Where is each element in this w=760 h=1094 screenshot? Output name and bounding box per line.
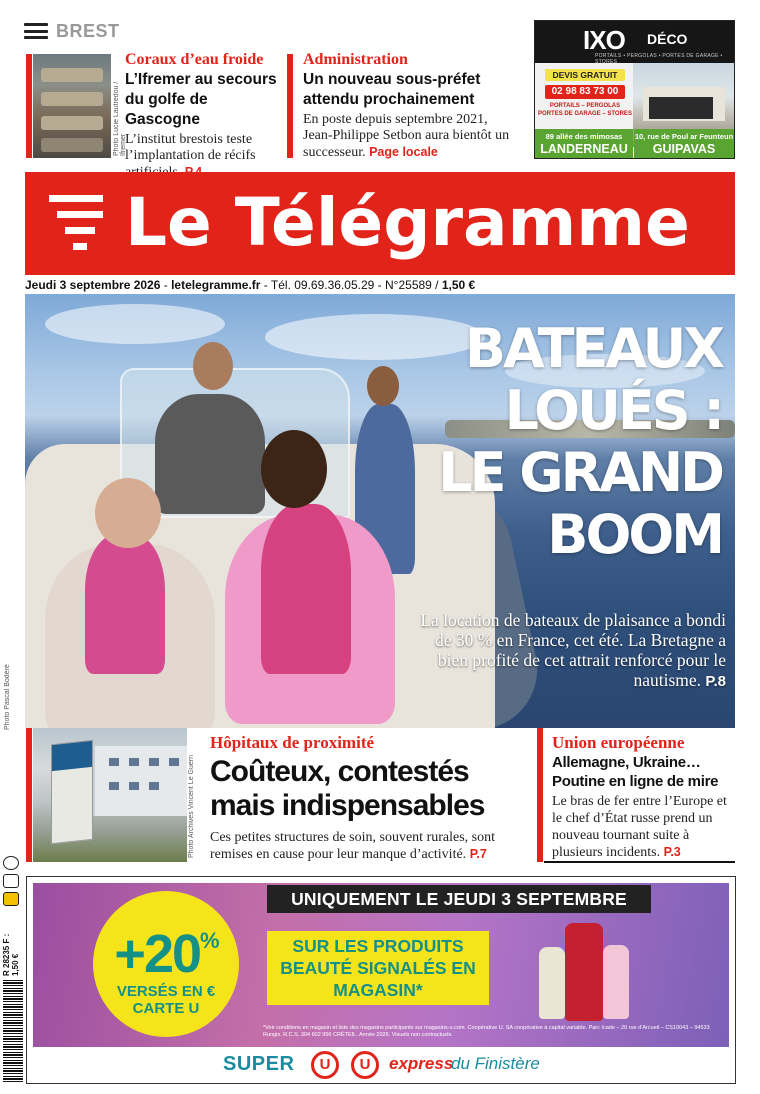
- teaser-2-body: En poste depuis septembre 2021, Jean-Philippe Setbon aura bientôt un successeur.: [303, 112, 510, 160]
- discount-terms: VERSÉS EN € CARTE U: [116, 983, 216, 1017]
- lead-body: La location de bateaux de plaisance a bondi de 30 % en France, cet été. La Bretagne a bien profité de cet attrait renforcé pour le nautisme.: [420, 610, 726, 690]
- story-europe-page-ref[interactable]: P.3: [663, 845, 681, 859]
- super-u-discount-badge: [93, 891, 239, 1037]
- story-hospitals-page-ref[interactable]: P.7: [469, 847, 487, 861]
- story-hospitals-body: Ces petites structures de soin, souvent rurales, sont remises en cause pour leur manque d’activité.: [210, 830, 496, 862]
- teaser-sous-prefet[interactable]: [303, 50, 515, 158]
- super-u-banner: UNIQUEMENT LE JEUDI 3 SEPTEMBRE: [267, 885, 651, 913]
- ixo-services: PORTAILS – PERGOLAS PORTES DE GARAGE – STORES: [538, 103, 632, 117]
- hospital-photo-credit: Photo Archives Vincent Le Guern: [188, 755, 195, 858]
- story-europe-kicker: Union européenne: [552, 733, 685, 752]
- ixo-logo: IXO: [583, 25, 625, 55]
- teaser-1-photo[interactable]: [33, 54, 111, 158]
- newspaper-title: Le Télégramme: [125, 184, 690, 261]
- teaser-2-headline[interactable]: Un nouveau sous-préfet attendu prochainement: [303, 71, 481, 108]
- store-address: 10, rue de Poul ar Feunteun: [634, 132, 734, 141]
- super-u-footer: [27, 1049, 735, 1083]
- ixo-store-guipavas: [634, 129, 734, 159]
- lead-headline-line: LE GRAND: [438, 441, 722, 504]
- ixo-deco-ad[interactable]: [534, 20, 735, 159]
- discount-percent-sign: %: [200, 928, 218, 953]
- website-link[interactable]: letelegramme.fr: [171, 278, 261, 292]
- newspaper-icon: [3, 874, 19, 888]
- super-u-ad[interactable]: [26, 876, 736, 1084]
- story-europe-rule: [537, 728, 543, 862]
- lead-headline[interactable]: [400, 318, 722, 566]
- story-europe-bottom-rule: [544, 861, 735, 863]
- super-u-fine-print: *Voir conditions en magasin et liste des magasins participants sur magasins-u.com. Coopérative U. SA coopérative à capital variable. Parc Icade – 20 rue d’Arcueil – CS10043 – 94533 Rungis. R.C.S. 304 602 956 CRÉTEIL. Année 2026. Visuels non contractuels.: [263, 1025, 710, 1038]
- lead-standfirst: [420, 610, 726, 692]
- store-city: GUIPAVAS: [652, 142, 716, 156]
- distribution-code: R 28235 F : 1,50 €: [2, 933, 20, 976]
- menu-button[interactable]: [24, 20, 124, 42]
- ixo-phone[interactable]: 02 98 83 73 00: [545, 85, 625, 99]
- store-city: LANDERNEAU: [540, 142, 628, 156]
- super-u-offer: SUR LES PRODUITS BEAUTÉ SIGNALÉS EN MAGASIN*: [267, 931, 489, 1005]
- price: 1,50 €: [441, 278, 476, 292]
- story-europe-headline[interactable]: Allemagne, Ukraine… Poutine en ligne de mire: [552, 754, 719, 790]
- lead-page-ref[interactable]: P.8: [705, 673, 726, 690]
- masthead[interactable]: [25, 172, 735, 275]
- story-europe[interactable]: [552, 733, 738, 861]
- telegramme-logo-icon: [49, 195, 103, 251]
- lead-photo-credit: Photo Pascal Bodéré: [4, 664, 11, 730]
- edition-label: BREST: [56, 20, 120, 41]
- hospital-photo[interactable]: [33, 728, 187, 862]
- teaser-2-kicker: Administration: [303, 51, 408, 68]
- story-hospitals-kicker: Hôpitaux de proximité: [210, 733, 375, 752]
- teaser-1-rule: [26, 54, 32, 158]
- ixo-store-landerneau: [535, 129, 633, 159]
- ixo-tagline: PORTAILS • PERGOLAS • PORTES DE GARAGE • STORES: [595, 53, 723, 65]
- phone-number: Tél. 09.69.36.05.29: [270, 278, 375, 292]
- teaser-ifremer[interactable]: [125, 50, 285, 163]
- u-logo-icon: U: [351, 1051, 379, 1079]
- lead-headline-line: BOOM: [547, 503, 722, 566]
- express-label: express: [389, 1054, 454, 1073]
- issue-number: N°25589: [385, 278, 432, 292]
- lead-headline-line: LOUÉS :: [504, 379, 722, 442]
- lead-headline-line: BATEAUX: [464, 317, 722, 380]
- ixo-header: [535, 21, 734, 63]
- teaser-1-photo-credit: Photo Lucie Lautredou / Ifremer: [113, 81, 127, 156]
- recycle-icon: [3, 856, 19, 870]
- teaser-1-kicker: Coraux d’eau froide: [125, 51, 264, 68]
- store-address: 89 allée des mimosas: [545, 132, 623, 141]
- discount-value: +20: [114, 924, 201, 984]
- teaser-1-headline[interactable]: L’Ifremer au secours du golfe de Gascogne: [125, 71, 277, 128]
- story-hospitals-rule: [26, 728, 32, 862]
- teaser-2-rule: [287, 54, 293, 158]
- side-marks: [3, 856, 23, 916]
- u-logo-icon: U: [311, 1051, 339, 1079]
- teaser-1-body: L’institut brestois teste l’implantation de récifs: [125, 132, 256, 163]
- hamburger-icon[interactable]: [24, 23, 48, 39]
- super-label: SUPER: [223, 1053, 295, 1075]
- teaser-2-page-ref[interactable]: Page locale: [369, 145, 438, 159]
- barcode: [3, 980, 23, 1082]
- ixo-brand-suffix: DÉCO: [647, 31, 688, 47]
- story-hospitals[interactable]: [210, 733, 522, 863]
- ixo-cta: DEVIS GRATUIT: [545, 69, 625, 81]
- dateline: Jeudi 3 septembre 2026 - letelegramme.fr - Tél. 09.69.36.05.29 - N°25589 / 1,50 €: [25, 278, 476, 292]
- issue-date: Jeudi 3 septembre 2026: [25, 278, 161, 292]
- triman-icon: [3, 892, 19, 906]
- story-hospitals-headline[interactable]: Coûteux, contestés mais indispensables: [210, 755, 485, 822]
- story-europe-body: Le bras de fer entre l’Europe et le chef d’État russe prend un nouveau tournant suite à plusieurs incidents.: [552, 794, 727, 860]
- region-label: du Finistère: [451, 1054, 540, 1073]
